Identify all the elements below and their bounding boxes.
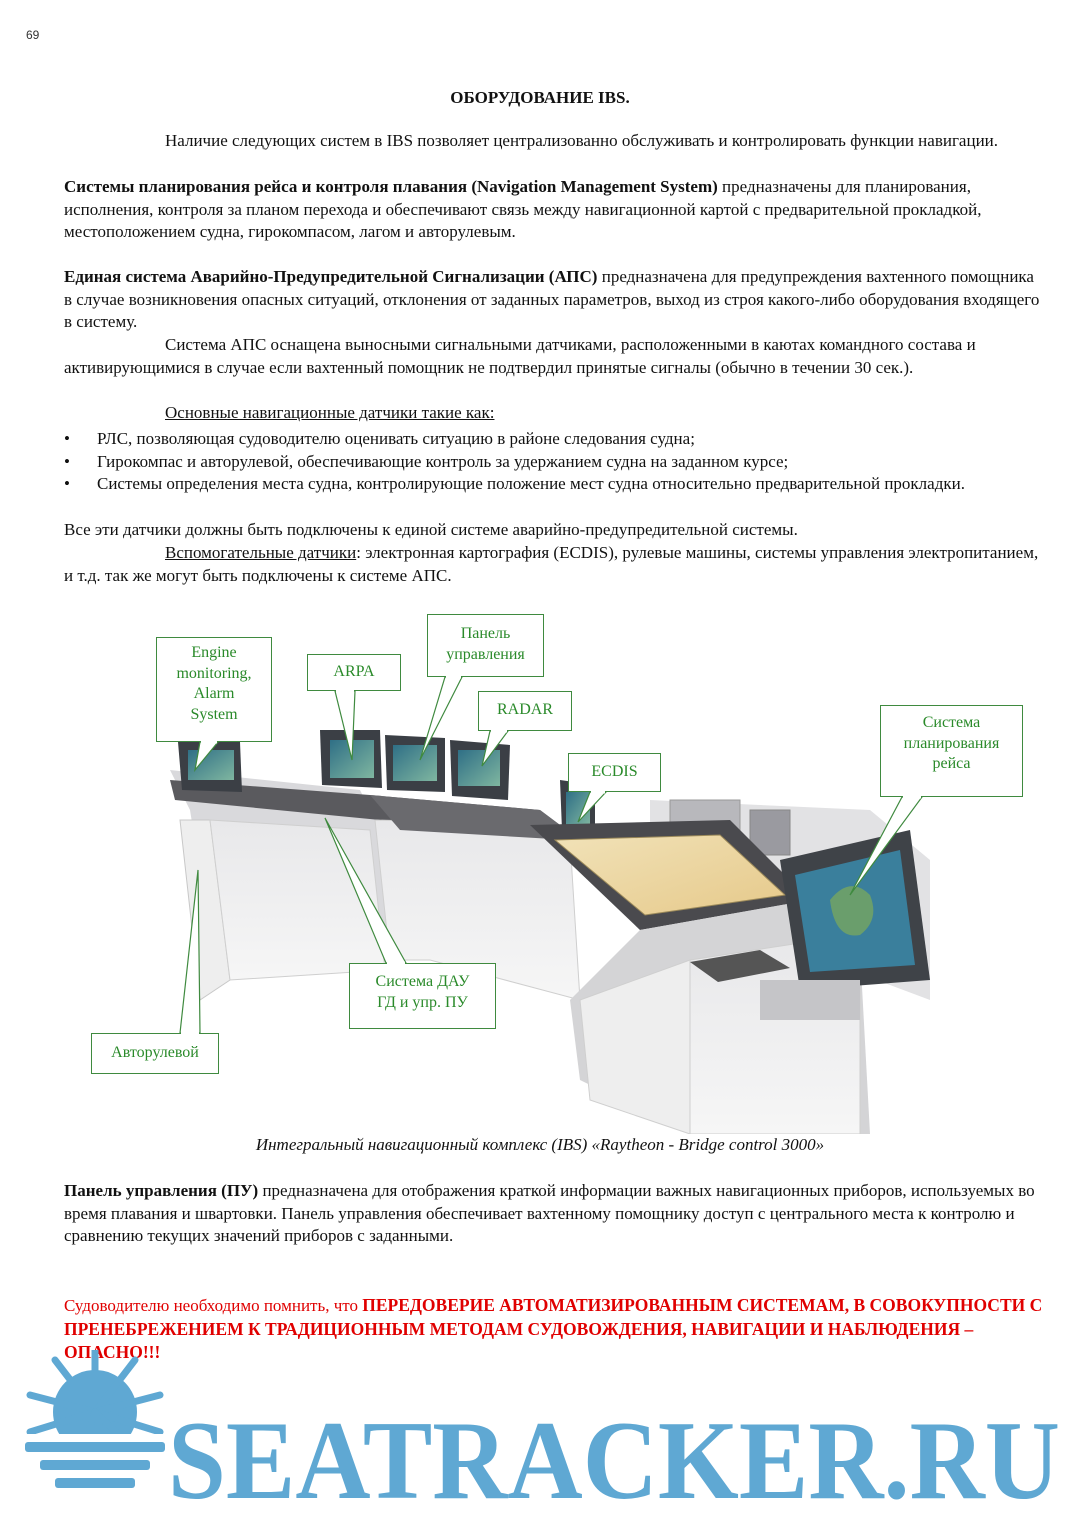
list-item-text: Системы определения места судна, контролирующие положение мест судна относительно предварительной прокладки. xyxy=(97,474,965,493)
callout-panel-line-2: управления xyxy=(446,645,525,663)
page-number: 69 xyxy=(26,28,40,42)
callout-engine-line-2: monitoring, xyxy=(176,664,252,682)
sensors-heading-line xyxy=(64,402,1044,425)
bridge-console-image xyxy=(170,700,934,1134)
aps-paragraph-2 xyxy=(64,334,1044,379)
callout-dau-line-2: ГД и упр. ПУ xyxy=(377,993,468,1011)
callout-engine-line-4: System xyxy=(190,705,238,723)
callout-radar: RADAR xyxy=(478,691,572,731)
page-title: ОБОРУДОВАНИЕ IBS. xyxy=(450,88,630,107)
aux-paragraph xyxy=(64,542,1044,587)
aux-text: : электронная картография (ECDIS), рулевые машины, системы управления электропитанием, и т.д. так же могут быть подключены к системе АПС. xyxy=(64,543,1039,585)
warning-bold: ПЕРЕДОВЕРИЕ АВТОМАТИЗИРОВАННЫМ СИСТЕМАМ, В СОВОКУПНОСТИ С ПРЕНЕБРЕЖЕНИЕМ К ТРАДИЦИОННЫМ МЕТОДАМ СУДОВОЖДЕНИЯ, НАВИГАЦИИ И НАБЛЮДЕНИЯ – ОПАСНО!!! xyxy=(64,1295,1043,1362)
callout-engine-monitoring xyxy=(156,637,272,742)
pu-title: Панель управления (ПУ) xyxy=(64,1181,259,1200)
intro-text: Наличие следующих систем в IBS позволяет централизованно обслуживать и контролировать функции навигации. xyxy=(165,131,999,150)
figure-caption: Интегральный навигационный комплекс (IBS) «Raytheon - Bridge control 3000» xyxy=(255,1135,825,1154)
seatracker-watermark xyxy=(0,1350,1080,1515)
intro-paragraph xyxy=(64,130,1044,153)
callout-voyage-line-1: Система xyxy=(922,714,981,731)
callout-voyage-line-3: рейса xyxy=(932,755,971,772)
callout-dau-system xyxy=(349,963,496,1029)
list-item-text: Гирокомпас и авторулевой, обеспечивающие контроль за удержанием судна на заданном курсе; xyxy=(97,451,789,471)
list-item xyxy=(64,473,1044,496)
callout-dau-line-1: Система ДАУ xyxy=(375,973,470,990)
sun-logo-icon xyxy=(0,1350,190,1515)
callout-arpa: ARPA xyxy=(307,654,401,691)
aps-text: предназначена для предупреждения вахтенного помощника в случае возникновения опасных ситуаций, отклонения от заданных параметров, выход из строя какого-либо оборудования входящего в систему. xyxy=(64,267,1040,331)
callout-voyage-line-2: планирования xyxy=(903,734,1000,752)
list-item-text: РЛС, позволяющая судоводителю оценивать ситуацию в районе следования судна; xyxy=(97,429,695,448)
callout-control-panel xyxy=(427,614,544,677)
pu-paragraph xyxy=(64,1180,1044,1248)
callout-engine-line-3: Alarm xyxy=(193,685,235,702)
callout-autopilot: Авторулевой xyxy=(91,1033,219,1074)
bullet-icon: • xyxy=(64,429,70,448)
callout-ecdis: ECDIS xyxy=(568,753,661,792)
bullet-icon: • xyxy=(64,451,70,471)
callout-panel-line-1: Панель xyxy=(460,625,511,642)
nms-paragraph xyxy=(64,176,1044,244)
callout-engine-line-1: Engine xyxy=(191,644,237,661)
nms-text: предназначены для планирования, исполнения, контроля за планом перехода и обеспечивают связь между навигационной картой с предварительной прокладкой, местоположением судна, гирокомпасом, лагом и авторулевым. xyxy=(64,177,982,241)
bullet-icon: • xyxy=(64,474,70,493)
callout-voyage-planning xyxy=(880,705,1023,797)
pu-text: предназначена для отображения краткой информации важных навигационных приборов, используемых во время плавания и швартовки. Панель управления обеспечивает вахтенному помощнику доступ с центрального места к контролю и сравнению текущих значений приборов с заданными. xyxy=(64,1181,1035,1245)
aps-para2-text: Система АПС оснащена выносными сигнальными датчиками, расположенными в каютах командного состава и активирующимися в случае если вахтенный помощник не подтвердил принятые сигналы (обычно в течении 30 сек.). xyxy=(64,335,976,377)
aps-title: Единая система Аварийно-Предупредительной Сигнализации (АПС) xyxy=(64,267,598,286)
list-item xyxy=(64,428,1044,451)
aux-title: Вспомогательные датчики xyxy=(165,543,357,562)
aps-paragraph xyxy=(64,266,1044,334)
warning-lead: Судоводителю необходимо помнить, что xyxy=(64,1296,363,1315)
watermark-text: SEATRACKER.RU xyxy=(168,1399,1060,1515)
sensors-heading: Основные навигационные датчики такие как: xyxy=(165,403,495,422)
all-sensors-paragraph: Все эти датчики должны быть подключены к единой системе аварийно-предупредительной системы. xyxy=(64,520,798,539)
list-item xyxy=(64,451,1044,474)
sensor-list xyxy=(64,428,1044,496)
nms-title: Системы планирования рейса и контроля плавания (Navigation Management System) xyxy=(64,177,718,196)
